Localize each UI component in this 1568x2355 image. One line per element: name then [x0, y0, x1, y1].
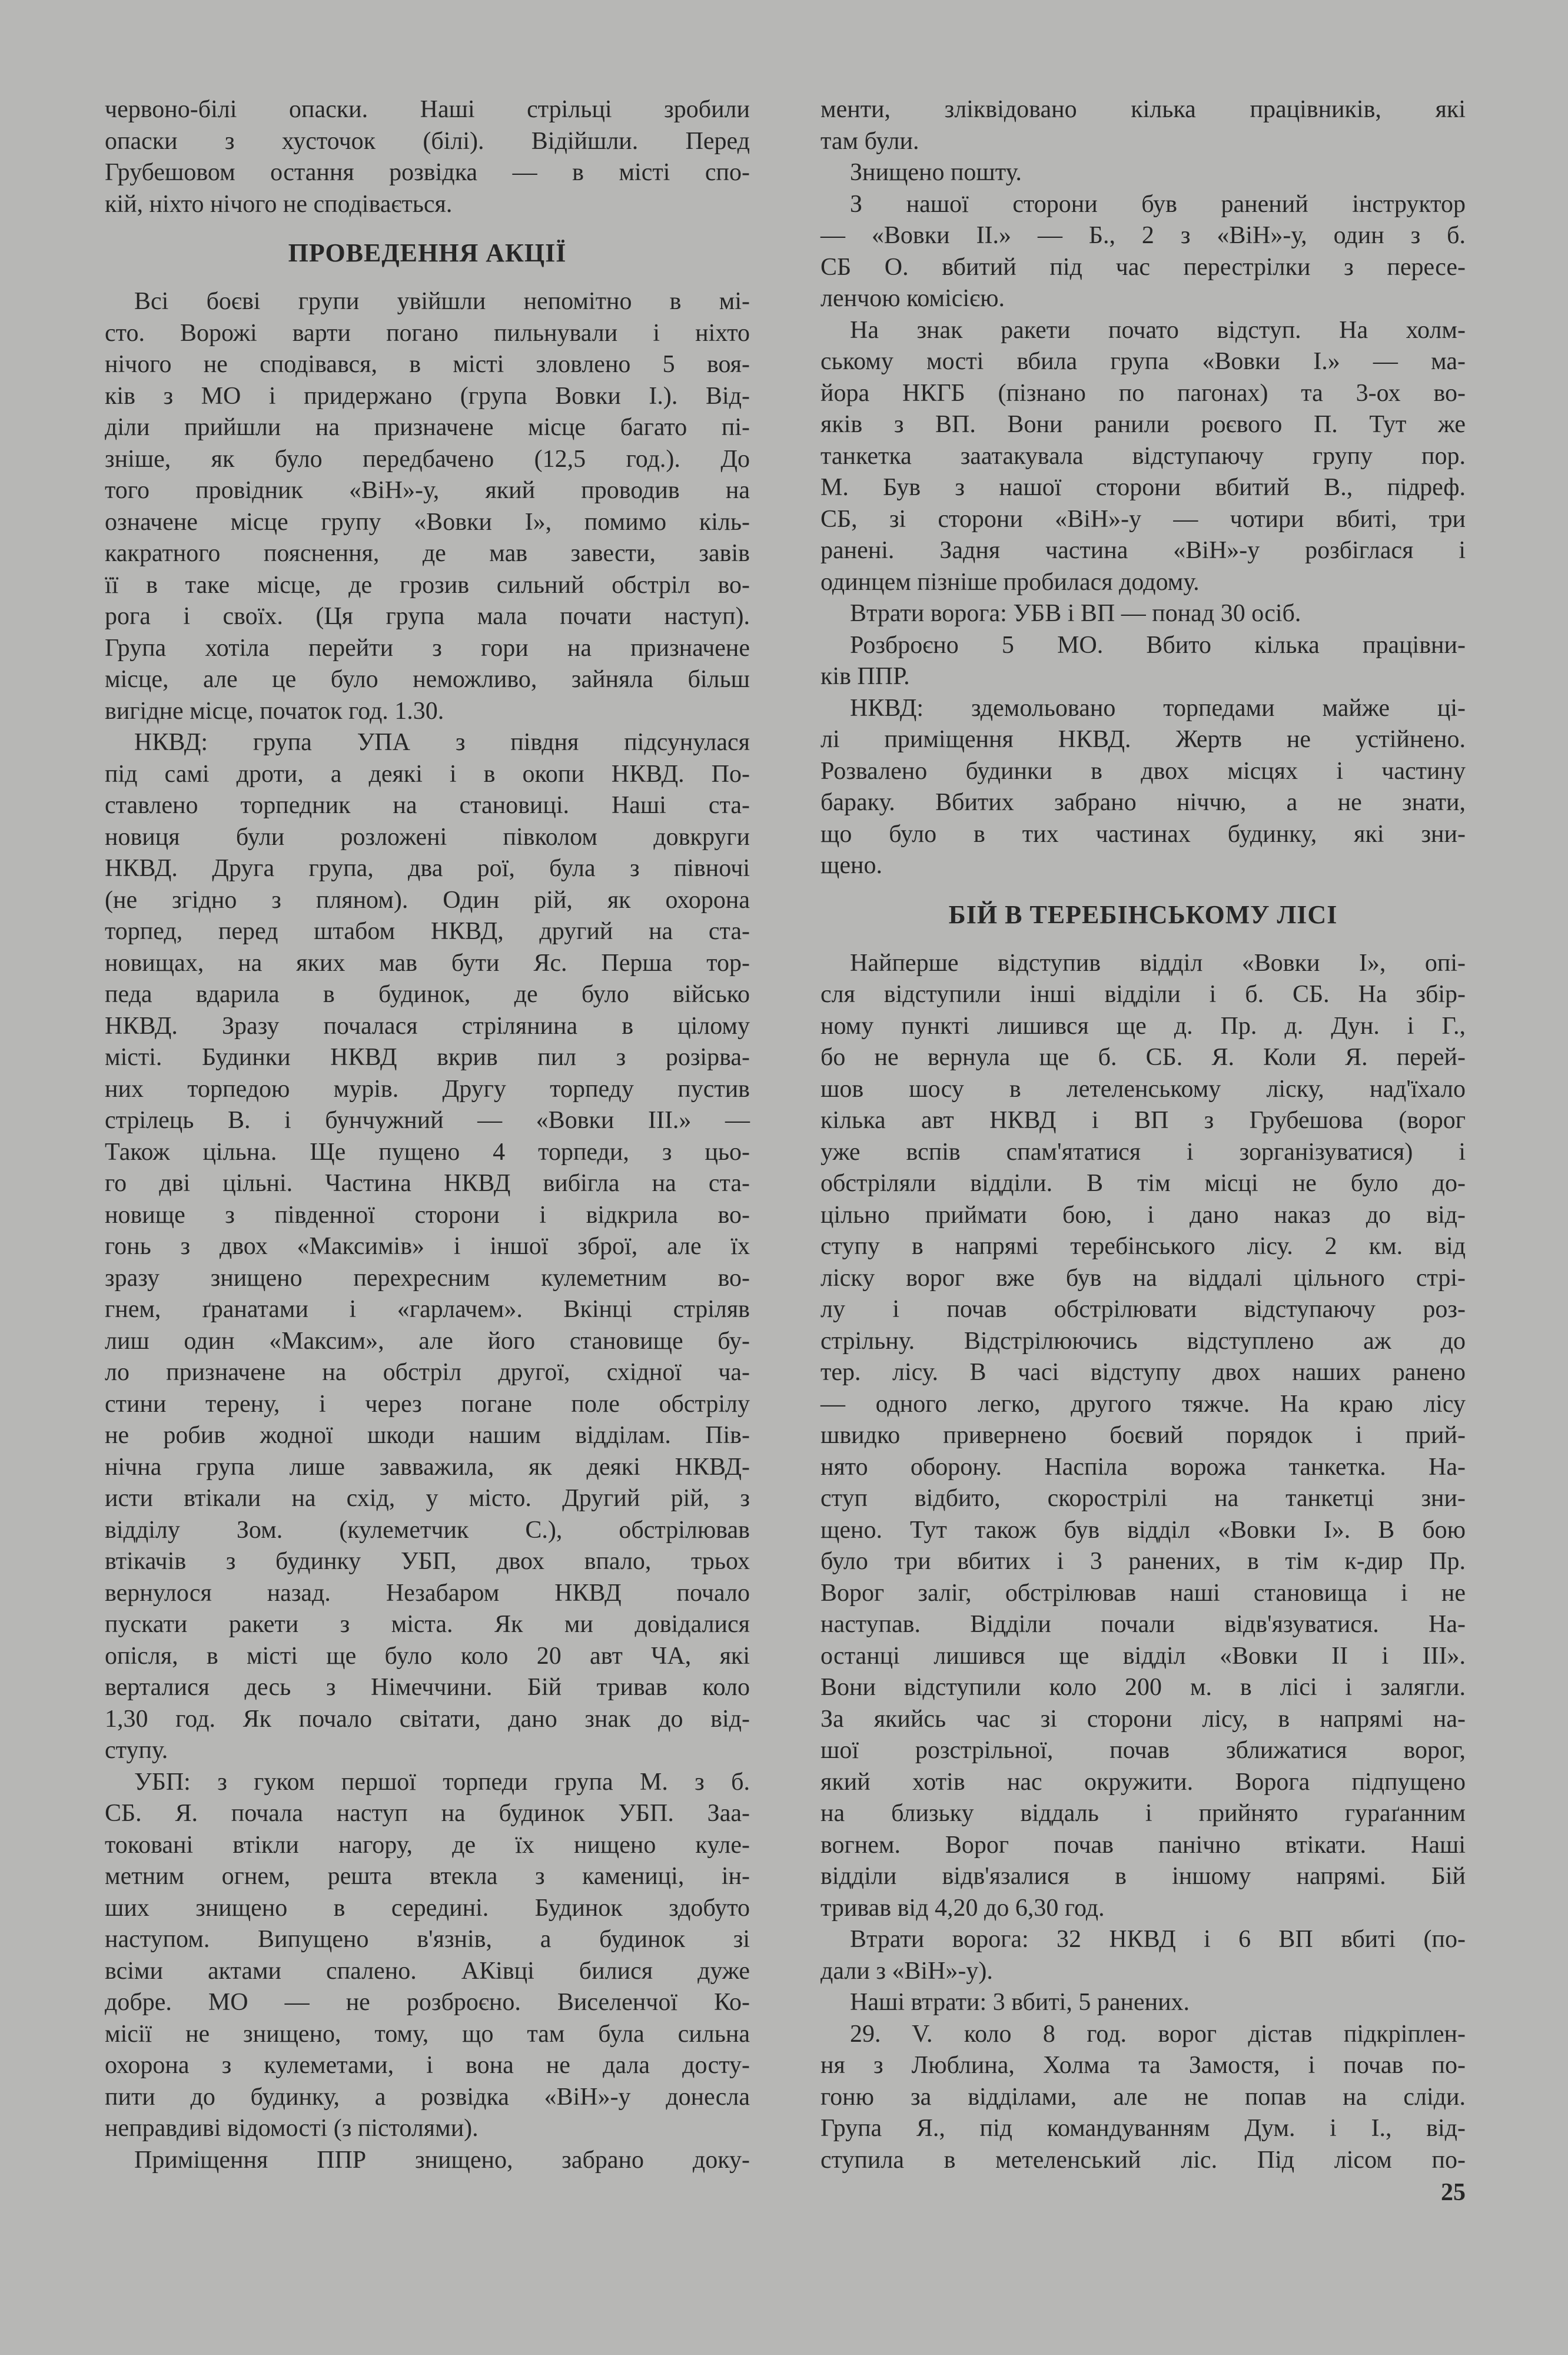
text-line: Група Я., під командуванням Дум. і І., від- — [820, 2115, 1466, 2142]
text-line: новиця були розложені півколом довкруги — [105, 823, 750, 851]
paragraph — [820, 693, 1466, 882]
text-line: ранені. Задня частина «ВіН»-у розбіглася і — [820, 537, 1466, 564]
text-line: місії не знищено, тому, що там була сильна — [105, 2020, 750, 2048]
text-line: СБ, зі сторони «ВіН»-у — чотири вбиті, три — [820, 505, 1466, 533]
section-heading: БІЙ В ТЕРЕБІНСЬКОМУ ЛІСІ — [948, 900, 1338, 929]
text-line: танкетка заатакувала відступаючу групу пор. — [820, 442, 1466, 470]
text-line: діли прийшли на призначене місце багато пі- — [105, 414, 750, 441]
text-line: не робив жодної шкоди нашим відділам. Пів- — [105, 1422, 750, 1449]
text-line: що було в тих частинах будинку, які зни- — [820, 820, 1466, 848]
text-line: Ворог заліг, обстрілював наші становища і не — [820, 1579, 1466, 1607]
text-line: ному пункті лишився ще д. Пр. д. Дун. і Г., — [820, 1012, 1466, 1040]
text-line: токовані втікли нагору, де їх нищено куле- — [105, 1831, 750, 1859]
text-line: стрільну. Відстрілюючись відступлено аж до — [820, 1327, 1466, 1355]
text-line: ступу. — [105, 1737, 168, 1764]
paragraph — [820, 94, 1466, 157]
text-line: сто. Ворожі варти погано пильнували і ніхто — [105, 319, 750, 347]
text-line: Всі боєві групи увійшли непомітно в мі- — [134, 288, 750, 315]
paragraph — [820, 189, 1466, 315]
text-line: зніше, як було передбачено (12,5 год.). До — [105, 445, 750, 473]
paragraph — [105, 1767, 750, 2145]
paragraph — [105, 94, 750, 220]
text-line: пускати ракети з міста. Як ми довідалися — [105, 1611, 750, 1638]
text-line: охорона з кулеметами, і вона не дала досту- — [105, 2052, 750, 2079]
text-line: опаски з хусточок (білі). Відійшли. Перед — [105, 127, 750, 155]
text-line: гоню за відділами, але не попав на сліди. — [820, 2083, 1466, 2111]
text-line: наступом. Випущено в'язнів, а будинок зі — [105, 1926, 750, 1953]
text-line: — «Вовки II.» — Б., 2 з «ВіН»-у, один з б. — [820, 222, 1466, 249]
text-line: ставлено торпедник на становиці. Наші ста- — [105, 792, 750, 819]
text-line: педа вдарила в будинок, де було військо — [105, 981, 750, 1008]
text-line: метним огнем, решта втекла з камениці, ін- — [105, 1863, 750, 1890]
text-line: добре. МО — не розброєно. Виселенчої Ко- — [105, 1989, 750, 2016]
text-line: какратного пояснення, де мав завести, завів — [105, 540, 750, 567]
text-line: останці лишився ще відділ «Вовки II і III». — [820, 1642, 1466, 1670]
text-line: опісля, в місті ще було коло 20 авт ЧА, які — [105, 1642, 750, 1670]
text-line: тривав від 4,20 до 6,30 год. — [820, 1894, 1105, 1922]
text-line: цільно приймати бою, і дано наказ до від- — [820, 1201, 1466, 1229]
text-line: шої розстрільної, почав зближатися ворог, — [820, 1737, 1466, 1764]
text-line: щено. Тут також був відділ «Вовки І». В бою — [820, 1516, 1466, 1544]
text-line: пити до будинку, а розвідка «ВіН»-у донесла — [105, 2083, 750, 2111]
text-line: ло призначене на обстріл другої, східної ча- — [105, 1359, 750, 1386]
text-line: НКВД: здемольовано торпедами майже ці- — [850, 694, 1466, 722]
paragraph — [820, 598, 1466, 630]
text-line: було три вбитих і 3 ранених, в тім к-дир Пр. — [820, 1548, 1466, 1575]
text-line: вигідне місце, початок год. 1.30. — [105, 697, 444, 725]
text-line: Знищено пошту. — [850, 159, 1022, 186]
text-line: го дві цільні. Частина НКВД вибігла на ста- — [105, 1170, 750, 1197]
paragraph — [105, 727, 750, 1767]
text-line: НКВД. Зразу почалася стрілянина в цілому — [105, 1012, 750, 1040]
text-line: йора НКГБ (пізнано по пагонах) та 3-ох во- — [820, 379, 1466, 407]
text-line: сля відступили інші відділи і б. СБ. На збір- — [820, 981, 1466, 1008]
text-line: який хотів нас окружити. Ворога підпущено — [820, 1768, 1466, 1796]
text-line: Розвалено будинки в двох місцях і частину — [820, 757, 1466, 785]
paragraph — [820, 157, 1466, 189]
text-line: уже вспів спам'ятатися і зорганізуватися) і — [820, 1138, 1466, 1166]
text-line: З нашої сторони був ранений інструктор — [850, 190, 1466, 218]
text-line: гнем, ґранатами і «гарлачем». Вкінці стріляв — [105, 1296, 750, 1323]
text-line: рога і своїх. (Ця група мала почати наступ). — [105, 603, 750, 630]
text-line: щено. — [820, 852, 882, 879]
text-line: ленчою комісією. — [820, 285, 1005, 312]
text-line: На знак ракети почато відступ. На холм- — [850, 316, 1466, 344]
text-line: стини терену, і через погане поле обстрілу — [105, 1390, 750, 1418]
text-line: нічна група лише завважила, як деякі НКВД- — [105, 1453, 750, 1481]
text-line: втікачів з будинку УБП, двох впало, трьох — [105, 1548, 750, 1575]
text-line: менти, зліквідовано кілька працівників, які — [820, 96, 1466, 123]
text-line: стрілець В. і бунчужний — «Вовки III.» — — [105, 1107, 750, 1134]
text-line: того провідник «ВіН»-у, який проводив на — [105, 477, 750, 504]
text-line: Розброєно 5 МО. Вбито кілька працівни- — [850, 631, 1466, 659]
text-line: Наші втрати: 3 вбиті, 5 ранених. — [850, 1989, 1190, 2016]
text-line: Втрати ворога: 32 НКВД і 6 ВП вбиті (по- — [850, 1926, 1466, 1953]
paragraph — [105, 286, 750, 727]
text-line: исти втікали на схід, у місто. Другий рій, з — [105, 1485, 750, 1512]
paragraph — [820, 630, 1466, 693]
text-line: обстріляли відділи. В тім місці не було до- — [820, 1170, 1466, 1197]
text-line: ступила в метеленський ліс. Під лісом по- — [820, 2146, 1466, 2174]
text-line: всіми актами спалено. АКівці билися дуже — [105, 1957, 750, 1985]
text-line: 29. V. коло 8 год. ворог дістав підкріплен- — [850, 2020, 1466, 2048]
page-number: 25 — [1441, 2179, 1466, 2206]
text-line: наступав. Відділи почали відв'язуватися. На- — [820, 1611, 1466, 1638]
text-line: Грубешовом остання розвідка — в місті спо- — [105, 159, 750, 186]
paragraph — [820, 2019, 1466, 2177]
text-line: торпед, перед штабом НКВД, другий на ста- — [105, 918, 750, 945]
text-line: ліску ворог вже був на віддалі цільного стрі- — [820, 1264, 1466, 1292]
text-line: там були. — [820, 127, 919, 155]
text-line: — одного легко, другого тяжче. На краю лісу — [820, 1390, 1466, 1418]
text-line: відділу Зом. (кулеметчик С.), обстрілював — [105, 1516, 750, 1544]
text-line: ступ відбито, скорострілі на танкетці зни- — [820, 1485, 1466, 1512]
text-line: ших знищено в середині. Будинок здобуто — [105, 1894, 750, 1922]
text-line: відділи відв'язалися в іншому напрямі. Бій — [820, 1863, 1466, 1890]
text-line: кілька авт НКВД і ВП з Грубешова (ворог — [820, 1107, 1466, 1134]
left-column — [105, 94, 750, 2176]
text-line: Група хотіла перейти з гори на призначене — [105, 634, 750, 662]
text-line: дали з «ВіН»-у). — [820, 1957, 993, 1985]
text-line: Втрати ворога: УБВ і ВП — понад 30 осіб. — [850, 600, 1301, 627]
text-line: ському мості вбила група «Вовки І.» — ма- — [820, 348, 1466, 375]
text-line: СБ О. вбитий під час перестрілки з пересе- — [820, 253, 1466, 281]
text-line: верталися десь з Німеччини. Бій тривав коло — [105, 1674, 750, 1701]
text-line: лиш один «Максим», але його становище бу- — [105, 1327, 750, 1355]
paragraph — [820, 948, 1466, 1925]
text-line: місті. Будинки НКВД вкрив пил з розірва- — [105, 1044, 750, 1071]
text-line: одинцем пізніше пробилася додому. — [820, 568, 1200, 596]
text-line: червоно-білі опаски. Наші стрільці зробили — [105, 96, 750, 123]
text-line: бараку. Вбитих забрано ніччю, а не знати, — [820, 789, 1466, 816]
text-line: ків з МО і придержано (група Вовки І.). Від- — [105, 382, 750, 410]
text-line: Вони відступили коло 200 м. в лісі і залягли. — [820, 1674, 1466, 1701]
text-line: бо не вернула ще б. СБ. Я. Коли Я. перей- — [820, 1044, 1466, 1071]
text-line: гонь з двох «Максимів» і іншої зброї, але їх — [105, 1233, 750, 1260]
text-line: кій, ніхто нічого не сподівається. — [105, 190, 453, 218]
text-line: нічого не сподівався, в місті зловлено 5 воя- — [105, 351, 750, 378]
text-line: За якийсь час зі сторони лісу, в напрямі на- — [820, 1705, 1466, 1733]
text-line: 1,30 год. Як почало світати, дано знак до від- — [105, 1705, 750, 1733]
text-line: вогнем. Ворог почав панічно втікати. Наші — [820, 1831, 1466, 1859]
text-line: ступу в напрямі теребінського лісу. 2 км. від — [820, 1233, 1466, 1260]
text-line: ня з Люблина, Холма та Замостя, і почав по- — [820, 2052, 1466, 2079]
paragraph — [820, 1987, 1466, 2019]
text-line: означене місце групу «Вовки І», помимо кіль- — [105, 508, 750, 536]
text-line: УБП: з гуком першої торпеди група М. з б. — [134, 1768, 750, 1796]
right-column — [820, 94, 1466, 2176]
text-line: новищах, на яких мав бути Яс. Перша тор- — [105, 949, 750, 977]
text-line: новище з південної сторони і відкрила во- — [105, 1201, 750, 1229]
text-line: НКВД. Друга група, два рої, була з півночі — [105, 855, 750, 882]
text-line: лі приміщення НКВД. Жертв не устійнено. — [820, 726, 1466, 753]
text-line: яків з ВП. Вони ранили роєвого П. Тут же — [820, 411, 1466, 438]
section-heading: ПРОВЕДЕННЯ АКЦІЇ — [288, 238, 567, 267]
text-line: Приміщення ППР знищено, забрано доку- — [134, 2146, 750, 2174]
paragraph — [820, 315, 1466, 599]
text-line: Найперше відступив відділ «Вовки І», опі- — [850, 949, 1466, 977]
text-line: НКВД: група УПА з півдня підсунулася — [134, 729, 750, 756]
text-line: (не згідно з пляном). Один рій, як охорона — [105, 886, 750, 914]
text-line: вернулося назад. Незабаром НКВД почало — [105, 1579, 750, 1607]
paragraph — [820, 1924, 1466, 1987]
text-line: шов шосу в летеленському ліску, над'їхало — [820, 1075, 1466, 1103]
text-line: швидко привернено боєвий порядок і прий- — [820, 1422, 1466, 1449]
text-line: зразу знищено перехресним кулеметним во- — [105, 1264, 750, 1292]
text-line: Також цільна. Ще пущено 4 торпеди, з цьо- — [105, 1138, 750, 1166]
text-line: них торпедою мурів. Другу торпеду пустив — [105, 1075, 750, 1103]
text-line: СБ. Я. почала наступ на будинок УБП. Заа- — [105, 1800, 750, 1827]
text-line: тер. лісу. В часі відступу двох наших ранено — [820, 1359, 1466, 1386]
text-line: М. Був з нашої сторони вбитий В., підреф. — [820, 474, 1466, 501]
paragraph — [105, 2145, 750, 2177]
text-line: її в таке місце, де грозив сильний обстріл во- — [105, 571, 750, 599]
text-line: лу і почав обстрілювати відступаючу роз- — [820, 1296, 1466, 1323]
text-line: на близьку віддаль і прийнято гураґанним — [820, 1800, 1466, 1827]
text-line: нято оборону. Наспіла ворожа танкетка. На- — [820, 1453, 1466, 1481]
text-line: ків ППР. — [820, 663, 910, 690]
text-line: місце, але це було неможливо, зайняла більш — [105, 666, 750, 693]
text-line: під самі дроти, а деякі і в окопи НКВД. По- — [105, 760, 750, 788]
text-line: неправдиві відомості (з пістолями). — [105, 2115, 479, 2142]
